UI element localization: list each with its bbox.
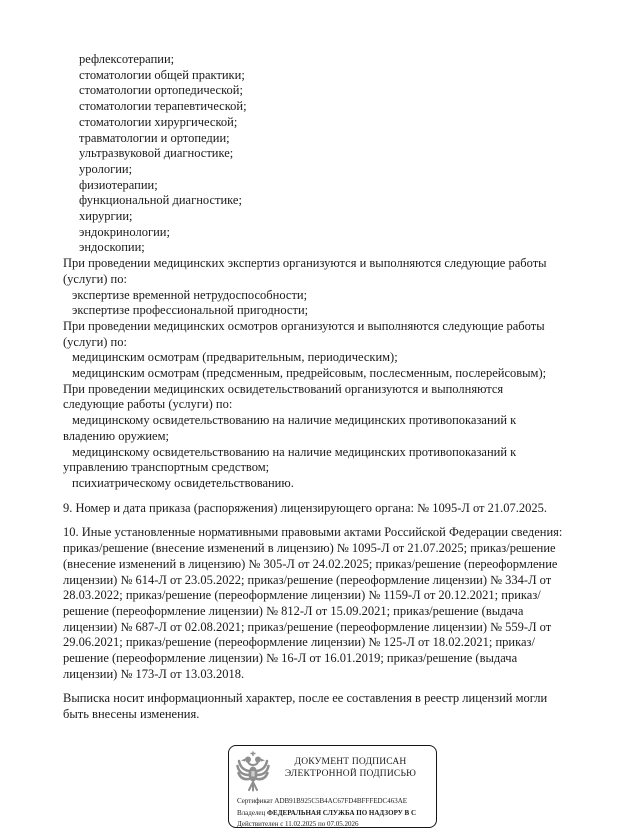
list-item: эндокринологии; bbox=[79, 224, 170, 239]
owner-value: ФЕДЕРАЛЬНАЯ СЛУЖБА ПО НАДЗОРУ В С bbox=[267, 808, 417, 817]
list-item: стоматологии общей практики; bbox=[79, 67, 245, 82]
paragraph: 9. Номер и дата приказа (распоряжения) лицензирующего органа: № 1095-Л от 21.07.2025. bbox=[63, 500, 548, 515]
list-item: эндоскопии; bbox=[79, 240, 145, 255]
list-item: травматологии и ортопедии; bbox=[79, 130, 230, 145]
list-item: урологии; bbox=[79, 161, 133, 176]
list-item: медицинскому освидетельствованию на наличие медицинских противопоказаний к владению оружием; bbox=[63, 413, 517, 443]
document-body bbox=[63, 52, 567, 723]
stamp-header bbox=[229, 746, 436, 790]
list-item: ультразвуковой диагностике; bbox=[79, 146, 234, 161]
double-headed-eagle-icon bbox=[236, 751, 270, 793]
stamp-details bbox=[229, 790, 436, 828]
paragraph: При проведении медицинских освидетельствований организуются и выполняются следующие работы (услуги) по: bbox=[63, 381, 504, 412]
stamp-title bbox=[270, 751, 431, 780]
signature-stamp bbox=[228, 745, 437, 828]
list-item: экспертизе профессиональной пригодности; bbox=[72, 303, 309, 318]
validity-line: Действителен с 11.02.2025 по 07.05.2026 bbox=[237, 820, 359, 828]
list-item: рефлексотерапии; bbox=[79, 52, 175, 66]
list-item: стоматологии ортопедической; bbox=[79, 83, 243, 98]
certificate-label: Сертификат bbox=[237, 797, 273, 805]
list-item: экспертизе временной нетрудоспособности; bbox=[72, 287, 308, 302]
owner-line bbox=[237, 808, 436, 820]
owner-label: Владелец bbox=[237, 808, 266, 817]
paragraph: При проведении медицинских экспертиз организуются и выполняются следующие работы (услуги) по: bbox=[63, 256, 547, 286]
list-item: психиатрическому освидетельствованию. bbox=[72, 475, 294, 490]
paragraph: При проведении медицинских осмотров организуются и выполняются следующие работы (услуги) по: bbox=[63, 318, 545, 349]
stamp-title-line1: ДОКУМЕНТ ПОДПИСАН bbox=[294, 757, 407, 767]
list-item: стоматологии хирургической; bbox=[79, 114, 238, 129]
list-item: физиотерапии; bbox=[79, 177, 158, 192]
list-item: функциональной диагностике; bbox=[79, 193, 242, 208]
paragraph: Выписка носит информационный характер, после ее составления в реестр лицензий могли быть внесены изменения. bbox=[63, 691, 548, 722]
list-item: медицинским осмотрам (предварительным, периодическим); bbox=[72, 350, 398, 365]
list-item: стоматологии терапевтической; bbox=[79, 99, 247, 114]
list-item: медицинскому освидетельствованию на наличие медицинских противопоказаний к управлению транспортным средством; bbox=[63, 444, 517, 475]
certificate-value: ADB91B925C5B4AC67FD4BFFFEDC463AE bbox=[274, 797, 408, 805]
list-item: хирургии; bbox=[79, 209, 133, 224]
list-item: медицинским осмотрам (предсменным, предрейсовым, послесменным, послерейсовым); bbox=[72, 366, 547, 381]
stamp-title-line2: ЭЛЕКТРОННОЙ ПОДПИСЬЮ bbox=[284, 768, 417, 779]
certificate-line bbox=[237, 796, 436, 808]
paragraph: 10. Иные установленные нормативными правовыми актами Российской Федерации сведения: приказ/решение (внесение изменений в лицензию) № 1095-Л от 21.07.2025; приказ/решение (внесение изменений в лицензию) № 305-Л от 24.02.2025; приказ/решение (переоформление лицензии) № 614-Л от 23.05.2022; приказ/решение (переоформление лицензии) № 334-Л от 28.03.2022; приказ/решение (переоформление лицензии) № 1159-Л от 20.12.2021; приказ/решение (переоформление лицензии) № 812-Л от 15.09.2021; приказ/решение (выдача лицензии) № 687-Л от 02.08.2021; приказ/решение (переоформление лицензии) № 559-Л от 29.06.2021; приказ/решение (переоформление лицензии) № 125-Л от 18.02.2021; приказ/решение (переоформление лицензии) № 16-Л от 16.01.2019; приказ/решение (выдача лицензии) № 173-Л от 13.03.2018. bbox=[63, 525, 563, 681]
